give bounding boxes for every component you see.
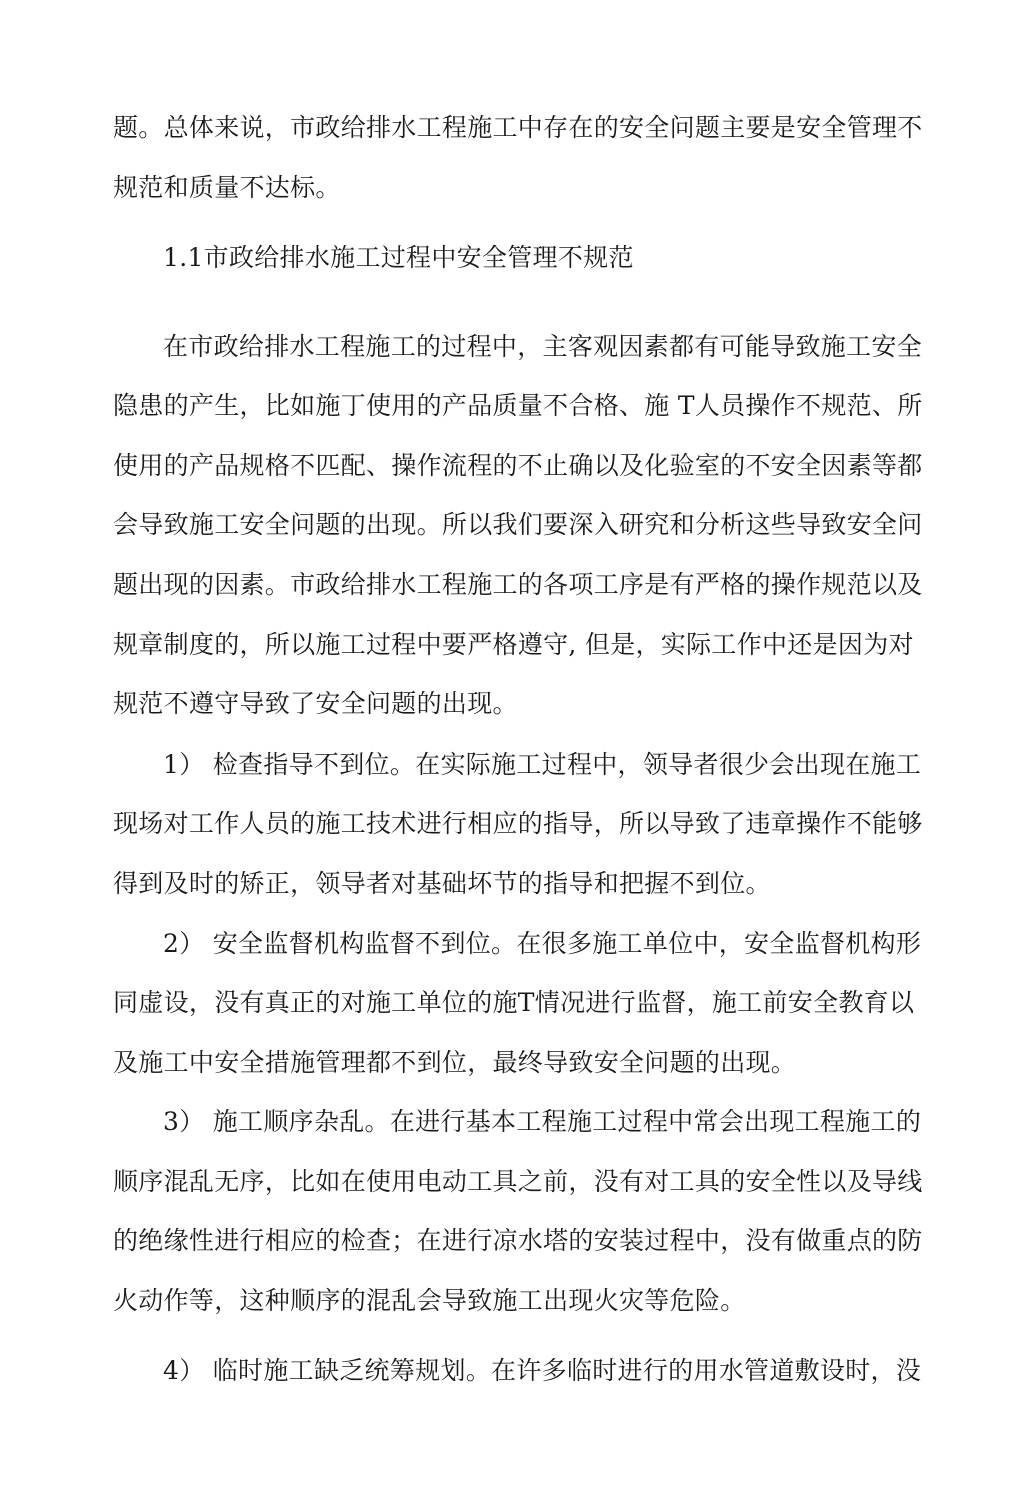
paragraph-line: 题。总体来说，市政给排水工程施工中存在的安全问题主要是安全管理不 — [113, 113, 923, 142]
list-item-line: 顺序混乱无序，比如在使用电动工具之前，没有对工具的安全性以及导线 — [113, 1167, 923, 1196]
paragraph-line: 题出现的因素。市政给排水工程施工的各项工序是有严格的操作规范以及 — [113, 570, 923, 599]
section-heading: 1.1市政给排水施工过程中安全管理不规范 — [163, 243, 634, 272]
list-item-line: 及施工中安全措施管理都不到位，最终导致安全问题的出现。 — [113, 1048, 797, 1077]
list-item-line: 4） 临时施工缺乏统筹规划。在许多临时进行的用水管道敷设时，没 — [163, 1356, 922, 1385]
list-item-line: 同虚设，没有真正的对施工单位的施T情况进行监督，施工前安全教育以 — [113, 988, 915, 1017]
paragraph-line: 规范不遵守导致了安全问题的出现。 — [113, 689, 518, 718]
list-item-line: 3） 施工顺序杂乱。在进行基本工程施工过程中常会出现工程施工的 — [163, 1107, 922, 1136]
paragraph-line: 规范和质量不达标。 — [113, 173, 341, 202]
paragraph-line: 会导致施工安全问题的出现。所以我们要深入研究和分析这些导致安全问 — [113, 510, 923, 539]
paragraph-line: 在市政给排水工程施工的过程中，主客观因素都有可能导致施工安全 — [163, 332, 923, 361]
list-item-line: 火动作等，这种顺序的混乱会导致施工出现火灾等危险。 — [113, 1286, 746, 1315]
paragraph-line: 规章制度的，所以施工过程中要严格遵守, 但是，实际工作中还是因为对 — [113, 630, 914, 659]
paragraph-line: 使用的产品规格不匹配、操作流程的不止确以及化验室的不安全因素等都 — [113, 451, 923, 480]
list-item-line: 1） 检查指导不到位。在实际施工过程中，领导者很少会出现在施工 — [163, 750, 922, 779]
list-item-line: 的绝缘性进行相应的检查；在进行凉水塔的安装过程中，没有做重点的防 — [113, 1226, 923, 1255]
list-item-line: 现场对工作人员的施工技术进行相应的指导，所以导致了违章操作不能够 — [113, 809, 923, 838]
list-item-line: 得到及时的矫正，领导者对基础坏节的指导和把握不到位。 — [113, 869, 771, 898]
list-item-line: 2） 安全监督机构监督不到位。在很多施工单位中，安全监督机构形 — [163, 929, 922, 958]
paragraph-line: 隐患的产生，比如施丁使用的产品质量不合格、施 T人员操作不规范、所 — [113, 391, 923, 420]
